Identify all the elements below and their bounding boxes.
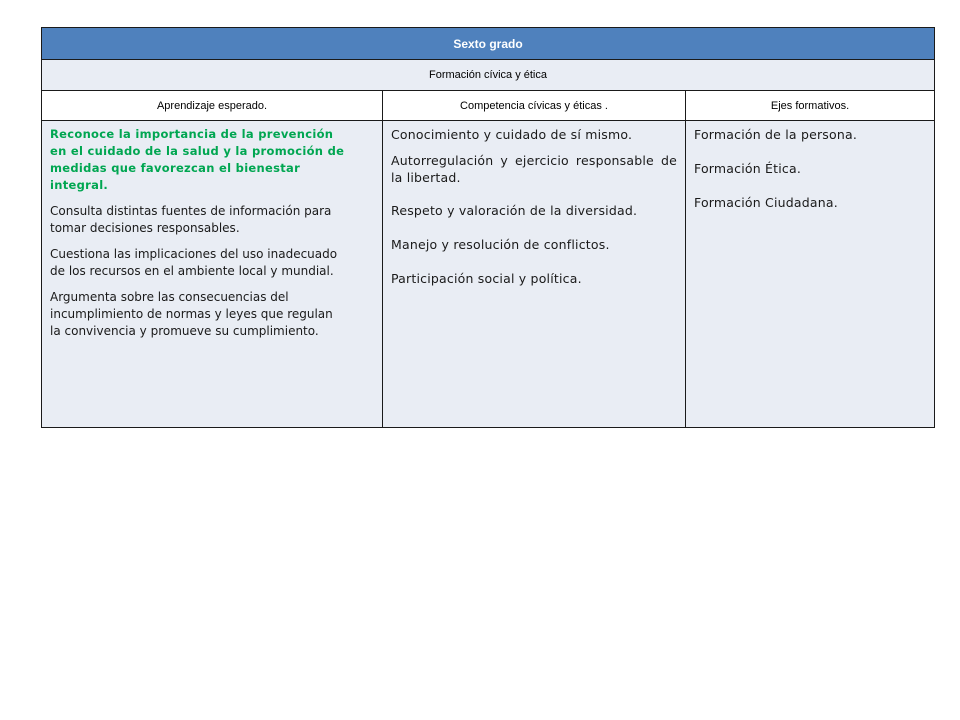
eje-item: Formación Ética. [694, 161, 802, 176]
eje-item: Formación de la persona. [694, 127, 858, 142]
aprendizajes-cell [42, 121, 383, 428]
title-row [42, 28, 935, 60]
aprendizaje-lead: Reconoce la importancia de la prevención en el cuidado de la salud y la promoción de medidas que favorezcan el bienestar integral. [50, 127, 345, 192]
competencia-item: Respeto y valoración de la diversidad. [391, 203, 638, 218]
competencias-cell [383, 121, 686, 428]
competencia-item: Autorregulación y ejercicio responsable de la libertad. [391, 153, 677, 185]
header-row [42, 91, 935, 121]
subject-title: Formación cívica y ética [42, 60, 935, 91]
competencia-item: Conocimiento y cuidado de sí mismo. [391, 127, 633, 142]
body-row [42, 121, 935, 428]
eje-item: Formación Ciudadana. [694, 195, 838, 210]
ejes-cell [686, 121, 935, 428]
subject-row [42, 60, 935, 91]
header-ejes: Ejes formativos. [686, 91, 935, 121]
competencia-item: Participación social y política. [391, 271, 582, 286]
grade-title: Sexto grado [42, 28, 935, 60]
aprendizaje-item: Cuestiona las implicaciones del uso inadecuado de los recursos en el ambiente local y mundial. [50, 247, 338, 278]
aprendizaje-item: Consulta distintas fuentes de información para tomar decisiones responsables. [50, 204, 332, 235]
curriculum-table [41, 27, 935, 428]
competencia-item: Manejo y resolución de conflictos. [391, 237, 610, 252]
header-competencia: Competencia cívicas y éticas . [383, 91, 686, 121]
aprendizaje-item: Argumenta sobre las consecuencias del incumplimiento de normas y leyes que regulan la convivencia y promueve su cumplimiento. [50, 290, 333, 338]
header-aprendizaje: Aprendizaje esperado. [42, 91, 383, 121]
